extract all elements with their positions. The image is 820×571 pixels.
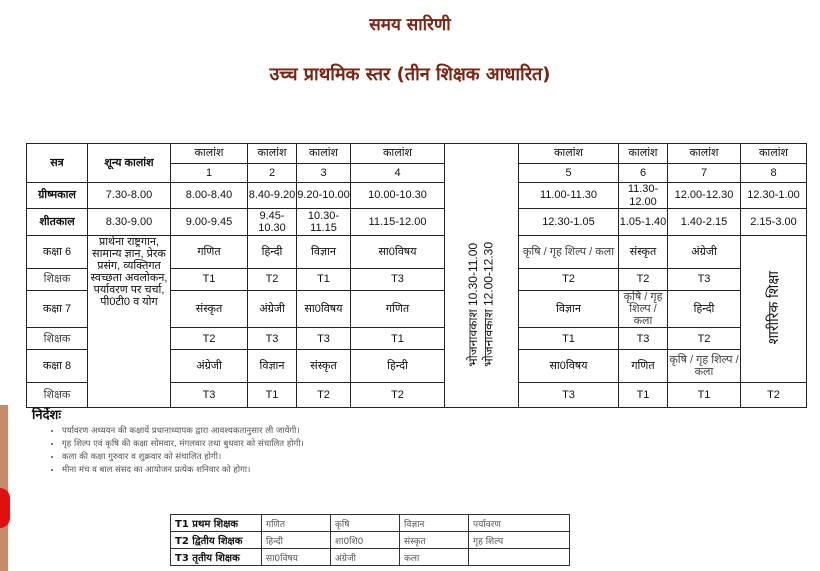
teacher-code: T3 bbox=[297, 328, 351, 350]
subject-cell: संस्कृत bbox=[619, 236, 668, 269]
teacher-subject: कृषि bbox=[331, 515, 400, 532]
period-number: 8 bbox=[741, 164, 807, 183]
physical-education-text: शारीरिक शिक्षा bbox=[764, 270, 781, 345]
subject-cell: संस्कृत bbox=[171, 291, 248, 328]
teacher-subject: हिन्दी bbox=[262, 532, 331, 549]
instruction-item: • मीना मंच व बाल संसद का आयोजन प्रत्येक शनिवार को होगा। bbox=[62, 464, 304, 475]
class-label: कक्षा 6 bbox=[27, 236, 88, 269]
session-header: सत्र bbox=[27, 144, 88, 183]
teacher-code: T3 bbox=[248, 328, 297, 350]
period-number: 2 bbox=[248, 164, 297, 183]
teacher-code: T2 bbox=[351, 383, 445, 408]
teacher-subject: शा0शि0 bbox=[331, 532, 400, 549]
summer-zero-time: 7.30-8.00 bbox=[88, 183, 171, 209]
period-label: कालांश bbox=[248, 144, 297, 164]
teacher-code: T2 bbox=[297, 383, 351, 408]
teacher-subject: गृह शिल्प bbox=[469, 532, 570, 549]
period-number: 6 bbox=[619, 164, 668, 183]
page-subtitle: उच्च प्राथमिक स्तर (तीन शिक्षक आधारित) bbox=[269, 64, 551, 85]
teacher-code: T2 bbox=[519, 269, 619, 291]
winter-period-time: 1.05-1.40 bbox=[619, 209, 668, 236]
period-number: 4 bbox=[351, 164, 445, 183]
teacher-code: T2 bbox=[248, 269, 297, 291]
subject-cell: विज्ञान bbox=[519, 291, 619, 328]
teacher-subject: पर्यावरण bbox=[469, 515, 570, 532]
teacher-code: T1 bbox=[248, 383, 297, 408]
instructions bbox=[32, 405, 304, 477]
teacher-code: T3 bbox=[619, 328, 668, 350]
teacher-row bbox=[171, 515, 570, 532]
teacher-code: T1 bbox=[668, 383, 741, 408]
summer-period-time: 12.30-1.00 bbox=[741, 183, 807, 209]
summer-period-time: 11.00-11.30 bbox=[519, 183, 619, 209]
teacher-subject: गणित bbox=[262, 515, 331, 532]
lunch-text bbox=[466, 242, 497, 367]
period-number: 3 bbox=[297, 164, 351, 183]
teacher-code: T2 bbox=[619, 269, 668, 291]
period-number: 1 bbox=[171, 164, 248, 183]
period-label: कालांश bbox=[171, 144, 248, 164]
teacher-code: T3 bbox=[519, 383, 619, 408]
winter-zero-time: 8.30-9.00 bbox=[88, 209, 171, 236]
teacher-code: T1 bbox=[351, 328, 445, 350]
subject-cell: सा0विषय bbox=[351, 236, 445, 269]
lunch-break-cell bbox=[445, 144, 519, 408]
teacher-subject: अंग्रेजी bbox=[331, 549, 400, 566]
page-title: समय सारिणी bbox=[369, 15, 451, 35]
teacher-code: T2 bbox=[741, 383, 807, 408]
period-label: कालांश bbox=[668, 144, 741, 164]
lunch-line-2: भोजनावकाश 12.00-12.30 bbox=[481, 241, 496, 367]
period-label: कालांश bbox=[297, 144, 351, 164]
subject-cell: हिन्दी bbox=[351, 350, 445, 383]
teacher-label: T3 तृतीय शिक्षक bbox=[171, 549, 262, 566]
subject-cell: अंग्रेजी bbox=[668, 236, 741, 269]
class-label: कक्षा 8 bbox=[27, 350, 88, 383]
teacher-subject bbox=[469, 549, 570, 566]
teacher-code: T3 bbox=[171, 383, 248, 408]
subject-cell: कृषि / गृह शिल्प / कला bbox=[668, 350, 741, 383]
subject-cell: गणित bbox=[171, 236, 248, 269]
summer-period-time: 8.00-8.40 bbox=[171, 183, 248, 209]
teacher-code: T3 bbox=[668, 269, 741, 291]
teacher-label: शिक्षक bbox=[27, 328, 88, 350]
subject-cell: हिन्दी bbox=[668, 291, 741, 328]
summer-period-time: 9.20-10.00 bbox=[297, 183, 351, 209]
teacher-subject-table bbox=[170, 514, 570, 566]
subject-cell: विज्ञान bbox=[248, 350, 297, 383]
instructions-heading: निर्देशः bbox=[32, 408, 61, 423]
period-label: कालांश bbox=[619, 144, 668, 164]
winter-period-time: 1.40-2.15 bbox=[668, 209, 741, 236]
teacher-subject: सा0विषय bbox=[262, 549, 331, 566]
instruction-item: • गृह शिल्प एवं कृषि की कक्षा सोमवार, मंगलवार तथा बुधवार को संचालित होगी। bbox=[62, 438, 304, 449]
subject-cell: अंग्रेजी bbox=[248, 291, 297, 328]
teacher-label: शिक्षक bbox=[27, 269, 88, 291]
winter-period-time: 10.30-11.15 bbox=[297, 209, 351, 236]
period-number: 7 bbox=[668, 164, 741, 183]
teacher-code: T1 bbox=[619, 383, 668, 408]
teacher-label: T2 द्वितीय शिक्षक bbox=[171, 532, 262, 549]
zero-period-header: शून्य कालांश bbox=[88, 144, 171, 183]
timetable bbox=[26, 143, 807, 408]
subject-cell: संस्कृत bbox=[297, 350, 351, 383]
zero-period-activities: प्रार्थना राष्ट्रगान, सामान्य ज्ञान, प्रेरक प्रसंग, व्यक्तिगत स्वच्छता अवलोकन, पर्यावरण पर चर्चा, पी0टी0 व योग bbox=[88, 236, 171, 408]
instruction-item: • पर्यावरण अध्ययन की कक्षायें प्रधानाध्यापक द्वारा आवश्यकतानुसार ली जायेंगी। bbox=[62, 425, 304, 436]
summer-label: ग्रीष्मकाल bbox=[27, 183, 88, 209]
red-side-marker bbox=[0, 488, 10, 528]
winter-period-time: 9.00-9.45 bbox=[171, 209, 248, 236]
teacher-code: T2 bbox=[668, 328, 741, 350]
class-label: कक्षा 7 bbox=[27, 291, 88, 328]
summer-period-time: 8.40-9.20 bbox=[248, 183, 297, 209]
period-label: कालांश bbox=[519, 144, 619, 164]
summer-period-time: 12.00-12.30 bbox=[668, 183, 741, 209]
teacher-code: T3 bbox=[351, 269, 445, 291]
subject-cell: हिन्दी bbox=[248, 236, 297, 269]
teacher-subject: विज्ञान bbox=[400, 515, 469, 532]
teacher-code: T1 bbox=[297, 269, 351, 291]
summer-period-time: 11.30-12.00 bbox=[619, 183, 668, 209]
teacher-code: T1 bbox=[519, 328, 619, 350]
summer-period-time: 10.00-10.30 bbox=[351, 183, 445, 209]
subject-cell: सा0विषय bbox=[519, 350, 619, 383]
teacher-label: T1 प्रथम शिक्षक bbox=[171, 515, 262, 532]
period-label: कालांश bbox=[741, 144, 807, 164]
teacher-code: T1 bbox=[171, 269, 248, 291]
subject-cell: अंग्रेजी bbox=[171, 350, 248, 383]
winter-label: शीतकाल bbox=[27, 209, 88, 236]
teacher-label: शिक्षक bbox=[27, 383, 88, 408]
physical-education-cell bbox=[741, 236, 807, 383]
teacher-row bbox=[171, 532, 570, 549]
winter-period-time: 12.30-1.05 bbox=[519, 209, 619, 236]
lunch-line-1: भोजनावकाश 10.30-11.00 bbox=[465, 242, 480, 367]
instruction-item: • कला की कक्षा गुरुवार व शुक्रवार को संचालित होगी। bbox=[62, 451, 304, 462]
subject-cell: सा0विषय bbox=[297, 291, 351, 328]
subject-cell: गणित bbox=[619, 350, 668, 383]
teacher-subject: कला bbox=[400, 549, 469, 566]
period-label: कालांश bbox=[351, 144, 445, 164]
subject-cell: कृषि / गृह शिल्प / कला bbox=[619, 291, 668, 328]
winter-period-time: 9.45-10.30 bbox=[248, 209, 297, 236]
subject-cell: विज्ञान bbox=[297, 236, 351, 269]
teacher-code: T2 bbox=[171, 328, 248, 350]
subject-cell: गणित bbox=[351, 291, 445, 328]
winter-period-time: 11.15-12.00 bbox=[351, 209, 445, 236]
teacher-row bbox=[171, 549, 570, 566]
winter-period-time: 2.15-3.00 bbox=[741, 209, 807, 236]
teacher-subject: संस्कृत bbox=[400, 532, 469, 549]
subject-cell: कृषि / गृह शिल्प / कला bbox=[519, 236, 619, 269]
period-number: 5 bbox=[519, 164, 619, 183]
